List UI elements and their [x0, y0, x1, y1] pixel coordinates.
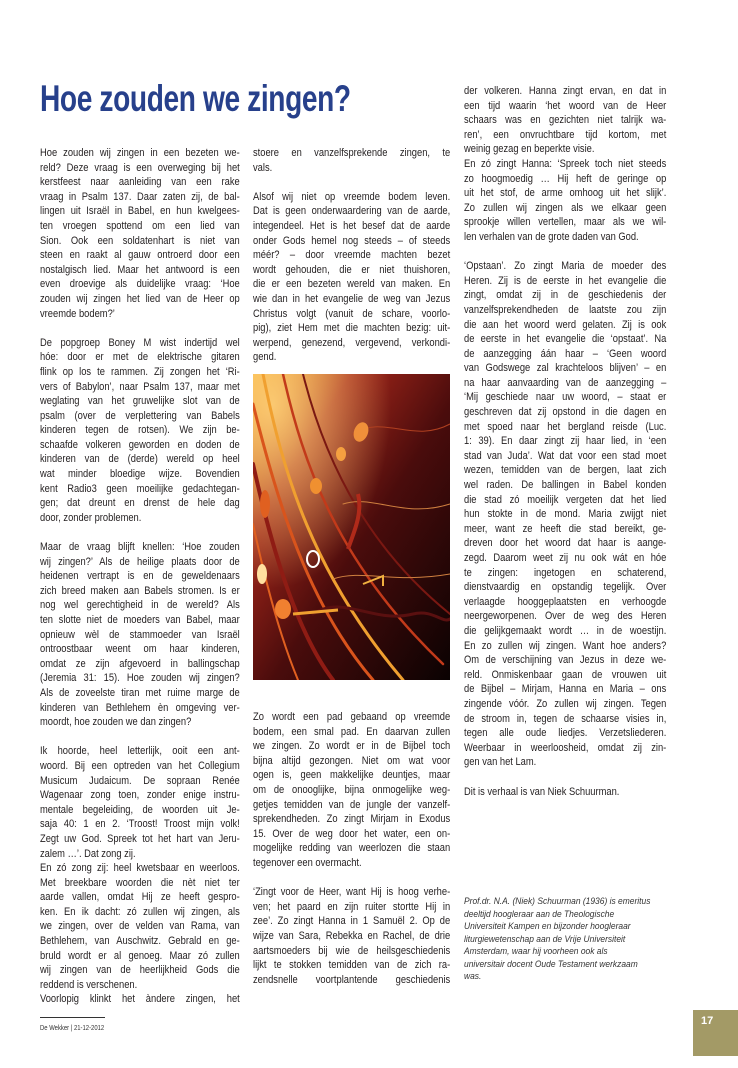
page-number-box: [693, 1010, 738, 1056]
text-line: Ik hoorde, heel letterlijk, ooit een ant-: [40, 745, 240, 758]
bio-line: Prof.dr. N.A. (Niek) Schuurman (1936) is emeritus: [464, 896, 651, 907]
text-line: werpend, genezend, vergevend, verkondi-: [253, 336, 451, 349]
text-line: ken. En ik dacht: zó zullen wij zingen, als: [40, 905, 240, 918]
bio-line: Universiteit Kampen en bijzonder hoogleraar: [464, 921, 631, 932]
bio-line: liturgiewetenschap aan de Vrije Universiteit: [464, 933, 626, 945]
text-line: we zingen, over de velden van Rama, van: [40, 920, 240, 933]
text-line: Zegt uw God. Spreek tot het hart van Jeru-: [40, 832, 240, 845]
text-line: stad van Juda’. Wat dat voor een stad moet: [464, 449, 667, 462]
text-line: vers of Babylon’, naar Psalm 137, maar met: [40, 380, 240, 393]
text-line: zo hoogmoedig … Hij heft de geringe op: [464, 172, 667, 185]
paragraph: [40, 992, 240, 1007]
bio-line: universitair docent Oude Testament werkzaam: [464, 958, 638, 970]
text-line: tegen alle oude liedjes. Verzetsliederen.: [464, 727, 667, 740]
text-line: de aanzegging áán haar – ‘Geen woord: [464, 347, 667, 360]
bio-line: deeltijd hoogleraar aan de Theologische: [464, 908, 615, 920]
text-line: Dat is geen onderwaardering van de aarde,: [253, 205, 451, 218]
text-line: we zingen. Zo wordt er in de Bijbel toch: [253, 740, 451, 753]
text-line: Bethlehem, van Auschwitz. Gebrald en ge-: [40, 935, 240, 948]
text-line: van Godswege zal krachteloos blijven’ – en: [464, 362, 667, 375]
text-line: om de onooglijke, bijna onmogelijke weg-: [253, 783, 451, 796]
text-line: Dit is verhaal is van Niek Schuurman.: [464, 785, 620, 798]
paragraph-spacer: [464, 770, 666, 785]
text-line: de Bijbel – Mirjam, Hanna en Maria – ons: [464, 683, 667, 696]
article-title: Hoe zouden we zingen?: [40, 78, 351, 119]
text-line: pig), ziet Hem met die machten bezig: uit-: [253, 322, 451, 335]
text-line: saja 40: 1 en 2. ‘Troost! Troost mijn volk!: [40, 818, 240, 831]
text-line: Om de verschijning van Jezus in deze we-: [464, 654, 667, 667]
text-line: meer, want ze heeft die stad bereikt, ge-: [464, 522, 667, 535]
text-line: Zo zullen wij zingen als we elkaar geen: [464, 201, 667, 214]
text-line: kinderen tegen de rotsen). We zijn be-: [40, 424, 240, 437]
text-line: reld? Deze vraag is een overweging bij het: [40, 161, 240, 174]
text-line: Hoe zouden wij zingen in een bezeten we-: [40, 147, 240, 159]
text-line: 1: 39). En daar zingt zij haar lied, in ‘een: [464, 435, 667, 448]
text-line: Als de zoveelste tiran met ruime marge de: [40, 686, 240, 699]
text-line: wie dan in het evangelie de weg van Jezus: [253, 292, 451, 305]
text-line: flink op los te rammen. Zij zongen het ‘Ri-: [40, 365, 240, 378]
paragraph: [464, 84, 666, 157]
text-line: sprekendheden. Zo zingt Mirjam in Exodus: [253, 813, 451, 826]
text-line: zee’. Zo zingt Hanna in 1 Samuël 2. Op de: [253, 915, 451, 928]
text-line: woord. Bij een optreden van het Collegium: [40, 759, 240, 772]
text-line: wordt gehouden, die er niet thuishoren,: [253, 263, 451, 276]
text-line: der volkeren. Hanna zingt ervan, en dat in: [464, 85, 667, 97]
text-line: aartsmoeders bij wie de heilsgeschiedenis: [253, 944, 451, 957]
text-line: aarde vallen, omdat Hij ze heeft gespro-: [40, 891, 240, 904]
paragraph: [40, 861, 240, 992]
text-line: verlaagde hooggeplaatsten en verhoogde: [464, 595, 667, 608]
text-line: Christus volgt (vanuit de schare, voorlo-: [253, 307, 451, 320]
text-line: (Jeremia 31: 15). Hoe zouden wij zingen?: [40, 672, 240, 685]
text-line: hun stokte in de mond. Maria zwijgt niet: [464, 508, 667, 521]
text-column-3: [464, 84, 666, 799]
paragraph-spacer: [253, 871, 450, 886]
paragraph: [464, 157, 666, 245]
text-line: dreven door het woord dat haar is aange-: [464, 537, 667, 550]
text-line: ogen is, geen makkelijke deuntjes, maar: [253, 769, 451, 782]
text-line: schaafde volkeren geworden en doden de: [40, 438, 240, 451]
footer-publication: De Wekker | 21-12-2012: [40, 1023, 105, 1032]
text-line: die stad zó moeilijk vergeten dat het lied: [464, 493, 667, 506]
text-line: zalem …’. Dat zong zij.: [40, 847, 136, 860]
text-line: omdat ze zijn afgevoerd in ballingschap: [40, 657, 240, 670]
text-line: zegd. Daarom weet zij nu ook wát en hóe: [464, 552, 667, 564]
text-line: Voorlopig klinkt het àndere zingen, het: [40, 993, 240, 1006]
text-line: Maar de vraag blijft knellen: ‘Hoe zouden: [40, 541, 240, 554]
paragraph: [40, 146, 240, 321]
paragraph-spacer: [40, 730, 240, 745]
text-line: ven; het paard en zijn ruiter stortte Hij in: [253, 900, 451, 913]
paragraph-spacer: [253, 175, 450, 190]
text-line: integendeel. Het is het besef dat de aarde: [253, 219, 451, 232]
paragraph: [253, 190, 450, 365]
paragraph: [40, 336, 240, 526]
text-line: Met breekbare woorden die nèt niet ter: [40, 876, 240, 889]
text-line: ‘Zingt voor de Heer, want Hij is hoog verhe-: [253, 886, 451, 899]
text-line: ‘Mij geschiede naar uw woord, – staat er: [464, 391, 667, 404]
text-line: onder Gods hemel nog steeds – of steeds: [253, 234, 451, 247]
bio-line: was.: [464, 971, 482, 982]
text-line: gen; dat dreunt en drenst de hele dag: [40, 497, 240, 510]
text-line: kerstfeest naar aanleiding van een rake: [40, 176, 240, 189]
text-line: wel raden. De ballingen in Babel konden: [464, 479, 667, 492]
text-line: vals.: [253, 161, 273, 174]
text-line: zingt, omdat zij in de geschiedenis der: [464, 289, 667, 302]
text-line: mogelijke redding van weerlozen die staan: [253, 842, 451, 855]
text-line: weinig gezag en beperkte visie.: [464, 143, 595, 156]
text-line: een tijd waarin ‘het woord van de Heer: [464, 99, 667, 112]
text-line: mentale begeleiding, de woorden uit Je-: [40, 803, 240, 816]
text-column-2-bottom: [253, 710, 450, 987]
text-line: Alsof wij niet op vreemde bodem leven.: [253, 190, 451, 203]
paragraph: [40, 744, 240, 861]
text-line: met spoed naar het bergland reisde (Luc.: [464, 420, 667, 433]
text-line: zouden wij zingen het lied van de Heer op: [40, 292, 240, 305]
text-line: zich breed maken aan Babels stromen. Is er: [40, 584, 240, 597]
text-line: die er een bezeten wereld van maken. En: [253, 278, 451, 291]
text-line: Wagenaar zong toen, zonder enige instru-: [40, 789, 240, 802]
paragraph-spacer: [464, 245, 666, 260]
text-line: uit het stof, de arme omhoog uit het slijk’.: [464, 187, 667, 200]
text-line: méér? – door vreemde machten bezet: [253, 249, 451, 262]
text-line: kinderen van Bethlehem èn omgeving ver-: [40, 701, 240, 714]
text-line: de eerste in het evangelie die ‘opstaat’. Na: [464, 333, 667, 346]
text-line: neergeworpenen. Over de weg des Heren: [464, 610, 667, 623]
paragraph: [40, 540, 240, 730]
text-line: getjes temidden van de jungle der vanzelf-: [253, 798, 451, 811]
text-line: gend.: [253, 351, 277, 364]
paragraph: [253, 710, 450, 871]
text-line: 15. Over de weg door het water, een on-: [253, 827, 451, 840]
text-line: moordt, hoe zouden we dan zingen?: [40, 716, 192, 729]
text-line: wij zingen van de heerlijkheid Gods die: [40, 964, 240, 977]
text-line: die gelijkgemaakt wordt … in de woestijn.: [464, 624, 667, 637]
music-notes-illustration: [253, 374, 450, 680]
text-line: vreemde bodem?’: [40, 307, 115, 320]
text-line: reddend is verschenen.: [40, 978, 138, 991]
text-line: reld. Onmiskenbaar gaan de vrouwen uit: [464, 668, 667, 681]
page-number: 17: [701, 1015, 714, 1027]
text-line: te zingen: ingetogen en schaterend,: [464, 566, 667, 579]
text-line: hóe: door er met de elektrische gitaren: [40, 351, 240, 364]
text-line: geschreven dat zij opstond in die dagen en: [464, 406, 667, 419]
text-line: bijna altijd gezongen. Niet om wat voor: [253, 754, 451, 767]
text-line: len verhalen van de grote daden van God.: [464, 230, 639, 243]
text-line: even droevige als duidelijke vraag: ‘Hoe: [40, 278, 240, 291]
text-line: En zó zong zij: heel kwetsbaar en weerloos.: [40, 862, 240, 875]
text-line: zingende vóór. Zo zullen wij zingen. Tegen: [464, 697, 667, 710]
text-line: wat minder bloedige wijze. Bovendien: [40, 468, 240, 481]
bio-line: Amsterdam, waar hij voorheen ook als: [464, 946, 608, 957]
text-line: lijkt te stokken temidden van de zich ra-: [253, 959, 451, 972]
text-line: wijze van Sara, Rebekka en Rachel, de drie: [253, 929, 451, 942]
text-line: ten slotte niet de moeders van Babel, maar: [40, 614, 240, 626]
text-line: opnieuw wèl de stammoeder van Israël: [40, 628, 240, 641]
text-line: steen en raakt al gauw ontroerd door een: [40, 249, 240, 262]
text-line: schaars was en gezichten niet talrijk wa-: [464, 114, 667, 127]
text-line: vanzelfsprekendheden de laatste zou zijn: [464, 303, 667, 316]
text-line: dienstvaardig en opstandig tegelijk. Over: [464, 581, 667, 594]
text-line: door, zonder problemen.: [40, 511, 142, 524]
text-line: wij zingen?’ Als de heilige plaats door de: [40, 555, 240, 568]
text-line: En zó zingt Hanna: ‘Spreek toch niet steeds: [464, 157, 667, 170]
text-line: Zo wordt een pad gebaand op vreemde: [253, 711, 451, 723]
author-bio: [464, 896, 694, 984]
text-line: lingen uit Israël in Babel, en hun kwelgees-: [40, 205, 240, 218]
text-line: kent Radio3 geen moeilijke gedachtegan-: [40, 482, 240, 495]
text-line: tegenover een overmacht.: [253, 856, 362, 869]
text-line: nostalgisch lied. Maar het antwoord is een: [40, 263, 240, 276]
text-line: bruld wordt er al genoeg. Maar zó zullen: [40, 949, 240, 962]
text-line: de stroom in, tegen de schaarse visies in,: [464, 712, 667, 725]
footer-rule: [40, 1017, 105, 1018]
text-line: na haar aanvaarding van de aanzegging –: [464, 376, 667, 389]
text-line: gen van het Lam.: [464, 756, 537, 769]
text-line: Weerbaar in weerloosheid, omdat zij zin-: [464, 741, 667, 754]
text-line: sprookje willen vertellen, maar als we wil-: [464, 216, 667, 229]
text-line: nog wel gerechtigheid in de wereld? Als: [40, 599, 240, 612]
paragraph: [253, 885, 450, 987]
paragraph: [464, 785, 666, 800]
text-line: heidenen vertrapt is en de geweldenaars: [40, 570, 240, 583]
text-column-2-top: [253, 146, 450, 365]
text-column-1: [40, 146, 240, 1007]
text-line: wezen, temidden van de bergen, laat zich: [464, 464, 667, 477]
text-line: bodem, een smal pad. En daarvan zullen: [253, 725, 451, 738]
text-line: En zo zullen wij zingen. Want hoe anders?: [464, 639, 667, 652]
paragraph: [253, 146, 450, 175]
text-line: ‘Opstaan’. Zo zingt Maria de moeder des: [464, 260, 667, 273]
text-line: De popgroep Boney M wist indertijd wel: [40, 336, 240, 349]
paragraph-spacer: [40, 321, 240, 336]
text-line: Heren. Zij is de eerste in het evangelie die: [464, 274, 667, 287]
text-line: die aan het woord werd gelaten. Zij is ook: [464, 318, 667, 331]
text-line: psalm (over de verplettering van Babels: [40, 409, 240, 422]
text-line: ten vroegen spottend om een lied van: [40, 219, 240, 232]
text-line: Musicum Judaicum. De sopraan Renée: [40, 774, 240, 787]
paragraph: [464, 259, 666, 770]
text-line: kinderen van de (derde) wereld op heel: [40, 453, 240, 466]
text-line: zendsnelle voortplantende geschiedenis: [253, 973, 451, 986]
text-line: ren’, een onvruchtbare tijd kortom, met: [464, 128, 667, 141]
text-line: ontroostbaar weent om haar kinderen,: [40, 643, 240, 656]
text-line: weglating van het gruwelijke slot van de: [40, 395, 240, 408]
paragraph-spacer: [40, 525, 240, 540]
text-line: stoere en vanzelfsprekende zingen, te: [253, 147, 451, 159]
text-line: vraag in Psalm 137. Daar zaten zij, de bal-: [40, 190, 240, 203]
text-line: Sion. Ook een soldatenhart is niet van: [40, 234, 240, 247]
